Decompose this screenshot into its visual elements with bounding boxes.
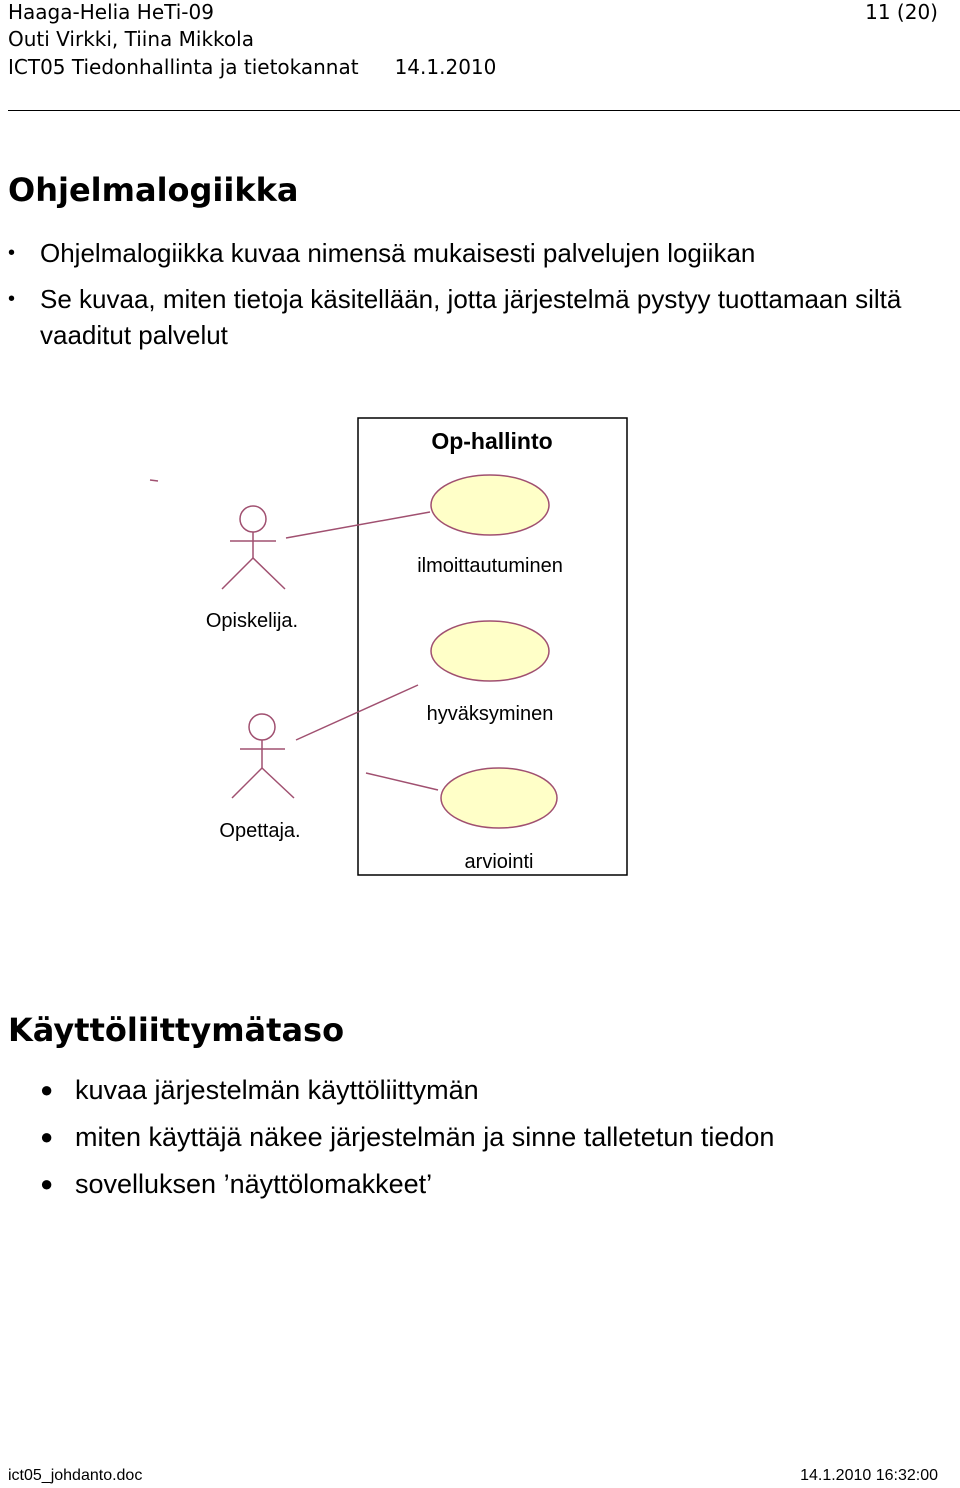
bullet-text: Se kuvaa, miten tietoja käsitellään, jotta järjestelmä pystyy tuottamaan siltä vaaditut palvelut: [40, 284, 902, 350]
bullet-text: kuvaa järjestelmän käyttöliittymän: [75, 1075, 479, 1105]
ui-bullet-list: [0, 1070, 960, 1211]
use-case-ellipse: [441, 768, 557, 828]
actor-label: Opettaja.: [219, 820, 301, 842]
header-line-1: Haaga-Helia HeTi-09: [8, 0, 214, 24]
use-case-ellipse: [431, 621, 549, 681]
association-line: [366, 773, 438, 790]
list-item: [0, 1070, 960, 1110]
use-case-label: hyväksyminen: [426, 703, 554, 725]
section-title-logic: Ohjelmalogiikka: [8, 171, 299, 209]
system-title: Op-hallinto: [431, 428, 553, 454]
use-case-ellipse: [431, 475, 549, 535]
stray-mark: [150, 480, 158, 481]
list-item: [0, 235, 960, 271]
header-authors: Outi Virkki, Tiina Mikkola: [8, 27, 254, 51]
actor-label: Opiskelija.: [205, 610, 299, 632]
bullet-icon: ●: [40, 1077, 54, 1102]
actor-teacher-icon: [232, 714, 294, 798]
header-course: [8, 55, 496, 79]
section-title-ui: Käyttöliittymätaso: [8, 1011, 345, 1049]
list-item: [0, 1117, 960, 1157]
use-case-diagram: [0, 405, 960, 885]
logic-bullet-list: [0, 235, 960, 363]
bullet-icon: ●: [40, 1171, 54, 1196]
association-line: [296, 685, 418, 740]
bullet-text: miten käyttäjä näkee järjestelmän ja sinne talletetun tiedon: [75, 1122, 775, 1152]
bullet-icon: ●: [40, 1124, 54, 1149]
actor-student-icon: [222, 506, 285, 589]
bullet-text: Ohjelmalogiikka kuvaa nimensä mukaisesti palvelujen logiikan: [40, 238, 756, 268]
footer-timestamp: 14.1.2010 16:32:00: [800, 1467, 938, 1484]
footer-filename: ict05_johdanto.doc: [8, 1467, 143, 1484]
header-date: 14.1.2010: [394, 55, 497, 79]
bullet-icon: •: [8, 288, 16, 310]
use-case-label: ilmoittautuminen: [417, 555, 563, 577]
bullet-icon: •: [8, 242, 16, 264]
use-case-label: arviointi: [464, 851, 534, 873]
list-item: [0, 281, 960, 353]
list-item: [0, 1164, 960, 1204]
header-course-name: ICT05 Tiedonhallinta ja tietokannat: [8, 55, 359, 79]
page-number: 11 (20): [865, 0, 938, 24]
header-divider: [8, 110, 960, 111]
bullet-text: sovelluksen ’näyttölomakkeet’: [75, 1169, 433, 1199]
